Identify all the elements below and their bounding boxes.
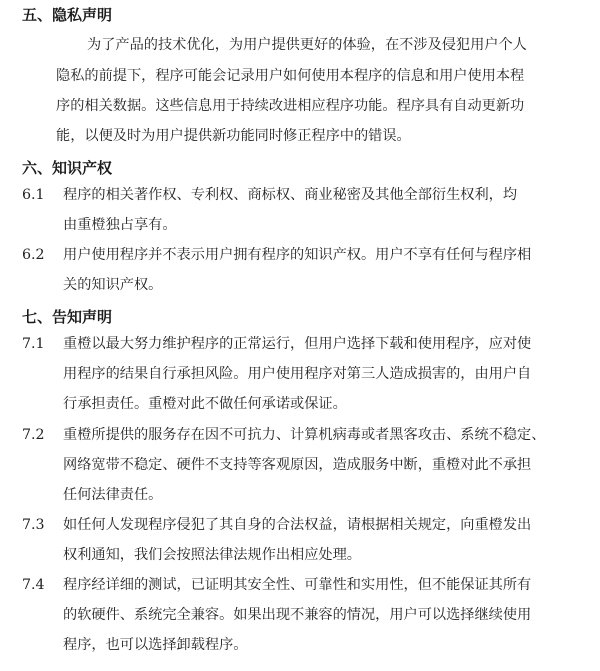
clause-line: 任何法律责任。 bbox=[63, 487, 163, 503]
section-heading-privacy: 五、隐私声明 bbox=[22, 6, 113, 24]
clause-line: 程序经详细的测试，已证明其安全性、可靠性和实用性，但不能保证其所有 bbox=[63, 577, 532, 593]
clause-number: 6.2 bbox=[22, 247, 45, 263]
clause-line: 用程序的结果自行承担风险。用户使用程序对第三人造成损害的，由用户自 bbox=[63, 366, 532, 382]
clause-line: 网络宽带不稳定、硬件不支持等客观原因，造成服务中断，重橙对此不承担 bbox=[63, 457, 532, 473]
privacy-line: 隐私的前提下，程序可能会记录用户如何使用本程序的信息和用户使用本程 bbox=[56, 68, 525, 84]
clause-line: 程序的相关著作权、专利权、商标权、商业秘密及其他全部衍生权利，均 bbox=[63, 187, 518, 203]
clause-line: 由重橙独占享有。 bbox=[63, 217, 177, 233]
clause-line: 程序，也可以选择卸载程序。 bbox=[63, 637, 248, 653]
clause-line: 重橙以最大努力维护程序的正常运行，但用户选择下载和使用程序，应对使 bbox=[63, 336, 532, 352]
section-heading-ip: 六、知识产权 bbox=[22, 159, 113, 177]
clause-line: 关的知识产权。 bbox=[63, 277, 163, 293]
clause-number: 6.1 bbox=[22, 187, 45, 203]
privacy-line: 序的相关数据。这些信息用于持续改进相应程序功能。程序具有自动更新功 bbox=[56, 98, 525, 114]
clause-line: 的软硬件、系统完全兼容。如果出现不兼容的情况，用户可以选择继续使用 bbox=[63, 607, 532, 623]
clause-line: 重橙所提供的服务存在因不可抗力、计算机病毒或者黑客攻击、系统不稳定、 bbox=[63, 427, 546, 443]
clause-number: 7.4 bbox=[22, 577, 45, 593]
clause-number: 7.1 bbox=[22, 336, 45, 352]
clause-line: 行承担责任。重橙对此不做任何承诺或保证。 bbox=[63, 396, 347, 412]
privacy-line: 能，以便及时为用户提供新功能同时修正程序中的错误。 bbox=[56, 128, 411, 144]
clause-number: 7.2 bbox=[22, 427, 45, 443]
section-heading-notice: 七、告知声明 bbox=[22, 308, 113, 326]
clause-line: 权利通知，我们会按照法律法规作出相应处理。 bbox=[63, 547, 361, 563]
clause-line: 用户使用程序并不表示用户拥有程序的知识产权。用户不享有任何与程序相 bbox=[63, 247, 532, 263]
privacy-line: 为了产品的技术优化，为用户提供更好的体验，在不涉及侵犯用户个人 bbox=[87, 37, 527, 53]
clause-line: 如任何人发现程序侵犯了其自身的合法权益，请根据相关规定，向重橙发出 bbox=[63, 517, 532, 533]
clause-number: 7.3 bbox=[22, 517, 45, 533]
